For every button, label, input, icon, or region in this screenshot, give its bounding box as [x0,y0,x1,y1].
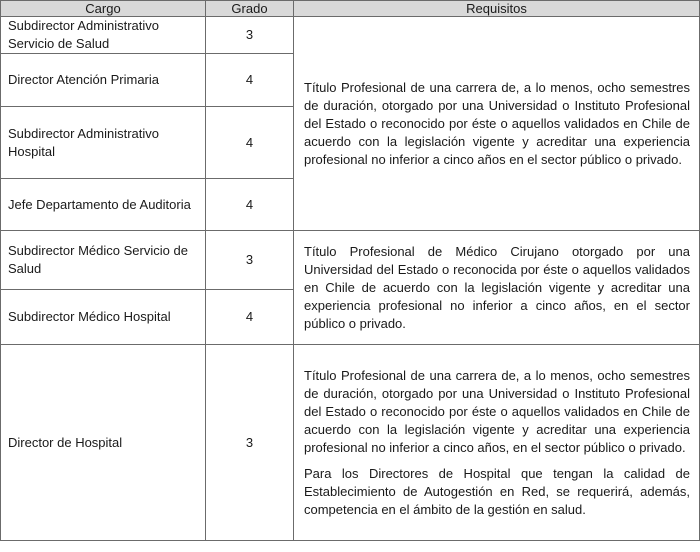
requisitos-paragraph: Título Profesional de Médico Cirujano otorgado por una Universidad del Estado o reconocida por éste o aquellos validados en Chile de acuerdo con la legislación vigente y acreditar una experiencia profesional no inferior a cinco años, en el sector público o privado. [304,243,690,331]
cargo-cell: Subdirector Médico Hospital [1,290,206,345]
requisitos-paragraph: Título Profesional de una carrera de, a lo menos, ocho semestres de duración, otorgado por una Universidad o Instituto Profesional del Estado o reconocido por éste o aquellos validados en Chile de acuerdo con la legislación vigente y acreditar una experiencia profesional no inferior a cinco años en el sector público o privado. [304,79,690,167]
table-row [1,231,700,290]
cargo-cell: Director de Hospital [1,345,206,541]
requisitos-cell [294,231,700,345]
grado-cell: 3 [206,345,294,541]
table-row [1,17,700,54]
grado-cell: 3 [206,231,294,290]
header-requisitos: Requisitos [294,1,700,17]
header-cargo: Cargo [1,1,206,17]
header-row [1,1,700,17]
header-grado: Grado [206,1,294,17]
grado-cell: 3 [206,17,294,54]
grado-cell: 4 [206,107,294,179]
cargo-cell: Jefe Departamento de Auditoria [1,179,206,231]
grado-cell: 4 [206,290,294,345]
cargo-cell: Subdirector Administrativo Hospital [1,107,206,179]
table-row [1,345,700,541]
grado-cell: 4 [206,179,294,231]
cargo-cell: Subdirector Administrativo Servicio de Salud [1,17,206,54]
grado-cell: 4 [206,54,294,107]
cargo-cell: Subdirector Médico Servicio de Salud [1,231,206,290]
requisitos-paragraph: Para los Directores de Hospital que tengan la calidad de Establecimiento de Autogestión en Red, se requerirá, además, competencia en el ámbito de la gestión en salud. [304,465,690,517]
requisitos-cell [294,345,700,541]
requisitos-cell [294,17,700,231]
requisitos-paragraph: Título Profesional de una carrera de, a lo menos, ocho semestres de duración, otorgado por una Universidad o Instituto Profesional del Estado o reconocido por éste o aquellos validados en Chile de acuerdo con la legislación vigente y acreditar una experiencia profesional no inferior a cinco años, en el sector público o privado. [304,367,690,455]
cargo-cell: Director Atención Primaria [1,54,206,107]
